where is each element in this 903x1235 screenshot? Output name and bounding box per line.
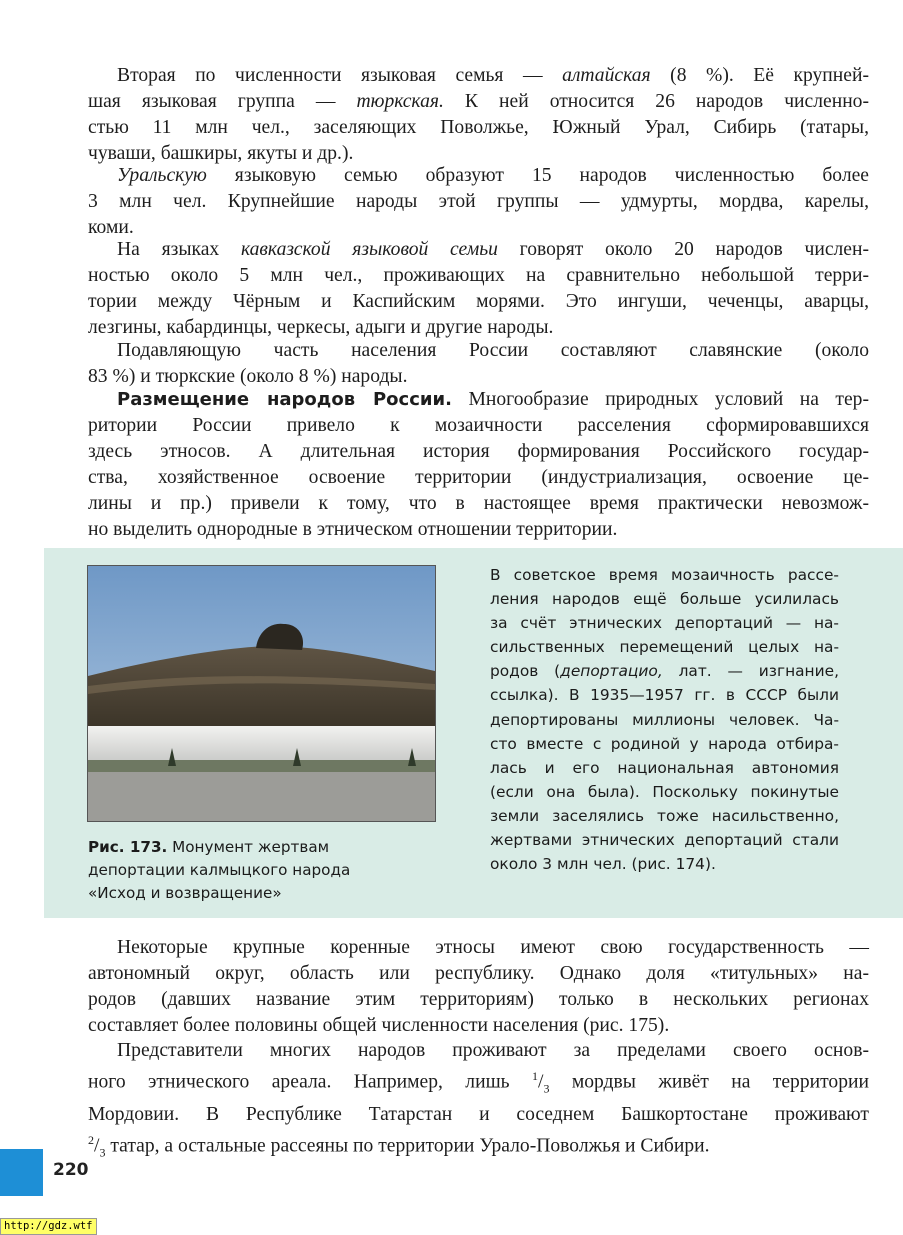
figure-caption: Рис. 173. Монумент жертвам депортации калмыцкого народа «Исход и возвращение» (88, 838, 351, 902)
paragraph-caucasian: На языках кавказской языковой семьи говорят около 20 народов числен- ностью около 5 млн чел., проживающих на сравнительно небольшой терри- тории между Чёрным и Каспийским морями. Это ингуши, чеченцы, аварцы, лезгины, кабардинцы, черкесы, адыги и другие народы. (88, 239, 869, 338)
page-number-bar (0, 1149, 43, 1196)
paragraph-altaic: Вторая по численности языковая семья — алтайская (8 %). Её крупней- шая языковая группа — тюркская. К ней относится 26 народов численно- стью 11 млн чел., заселяющих Поволжье, Южный Урал, Сибирь (татары, чуваши, башкиры, якуты и др.). (88, 65, 870, 164)
source-watermark: http://gdz.wtf (0, 1218, 97, 1235)
figure-label: Рис. 173. (88, 838, 168, 856)
paragraph-uralic: Уральскую языковую семью образуют 15 народов численностью более 3 млн чел. Крупнейшие народы этой группы — удмурты, мордва, карелы, коми. (88, 165, 869, 238)
monument-illustration (88, 566, 435, 821)
paragraph-slavic-turkic: Подавляющую часть населения России составляют славянские (около 83 %) и тюркские (около 8 %) народы. (88, 340, 869, 387)
section-heading: Размещение народов России. (117, 389, 452, 410)
monument-photo (87, 565, 436, 822)
page-number: 220 (53, 1160, 89, 1180)
paragraph-diaspora: Представители многих народов проживают за пределами своего основ- ного этнического ареала. Например, лишь $^1/_3$ мордвы живёт на территории Мордовии. В Республике Татарстан и соседнем Башкортостане проживают $^2/_3$ татар, а остальные рассеяны по территории Урало-Поволжья и Сибири. (88, 1040, 869, 1160)
paragraph-statehood: Некоторые крупные коренные этносы имеют свою государственность — автономный округ, область или республику. Однако доля «титульных» на- родов (давших название этим территориям) только в нескольких регионах составляет более половины общей численности населения (рис. 175). (88, 937, 869, 1036)
paragraph-placement: Размещение народов России. Многообразие природных условий на тер- ритории России привело к мозаичности расселения сформировавшихся здесь этносов. А длительная история формирования Российского государ- ства, хозяйственное освоение территории (индустриализация, освоение це- лины и пр.) привели к тому, что в настоящее время практически невозмож- но выделить однородные в этническом отношении территории. (88, 389, 869, 540)
deportation-sidebar: В советское время мозаичность рассе- ления народов ещё больше усилилась за счёт этнических депортаций — на- сильственных перемещений целых на- родов (депортацио, лат. — изгнание, ссылка). В 1935—1957 гг. в СССР были депортированы миллионы человек. Ча- сто вместе с родиной у народа отбира- лась и его национальная автономия (если она была). Поскольку покинутые земли заселялись тоже насильственно, жертвами этнических депортаций стали около 3 млн чел. (рис. 174). (490, 566, 839, 874)
